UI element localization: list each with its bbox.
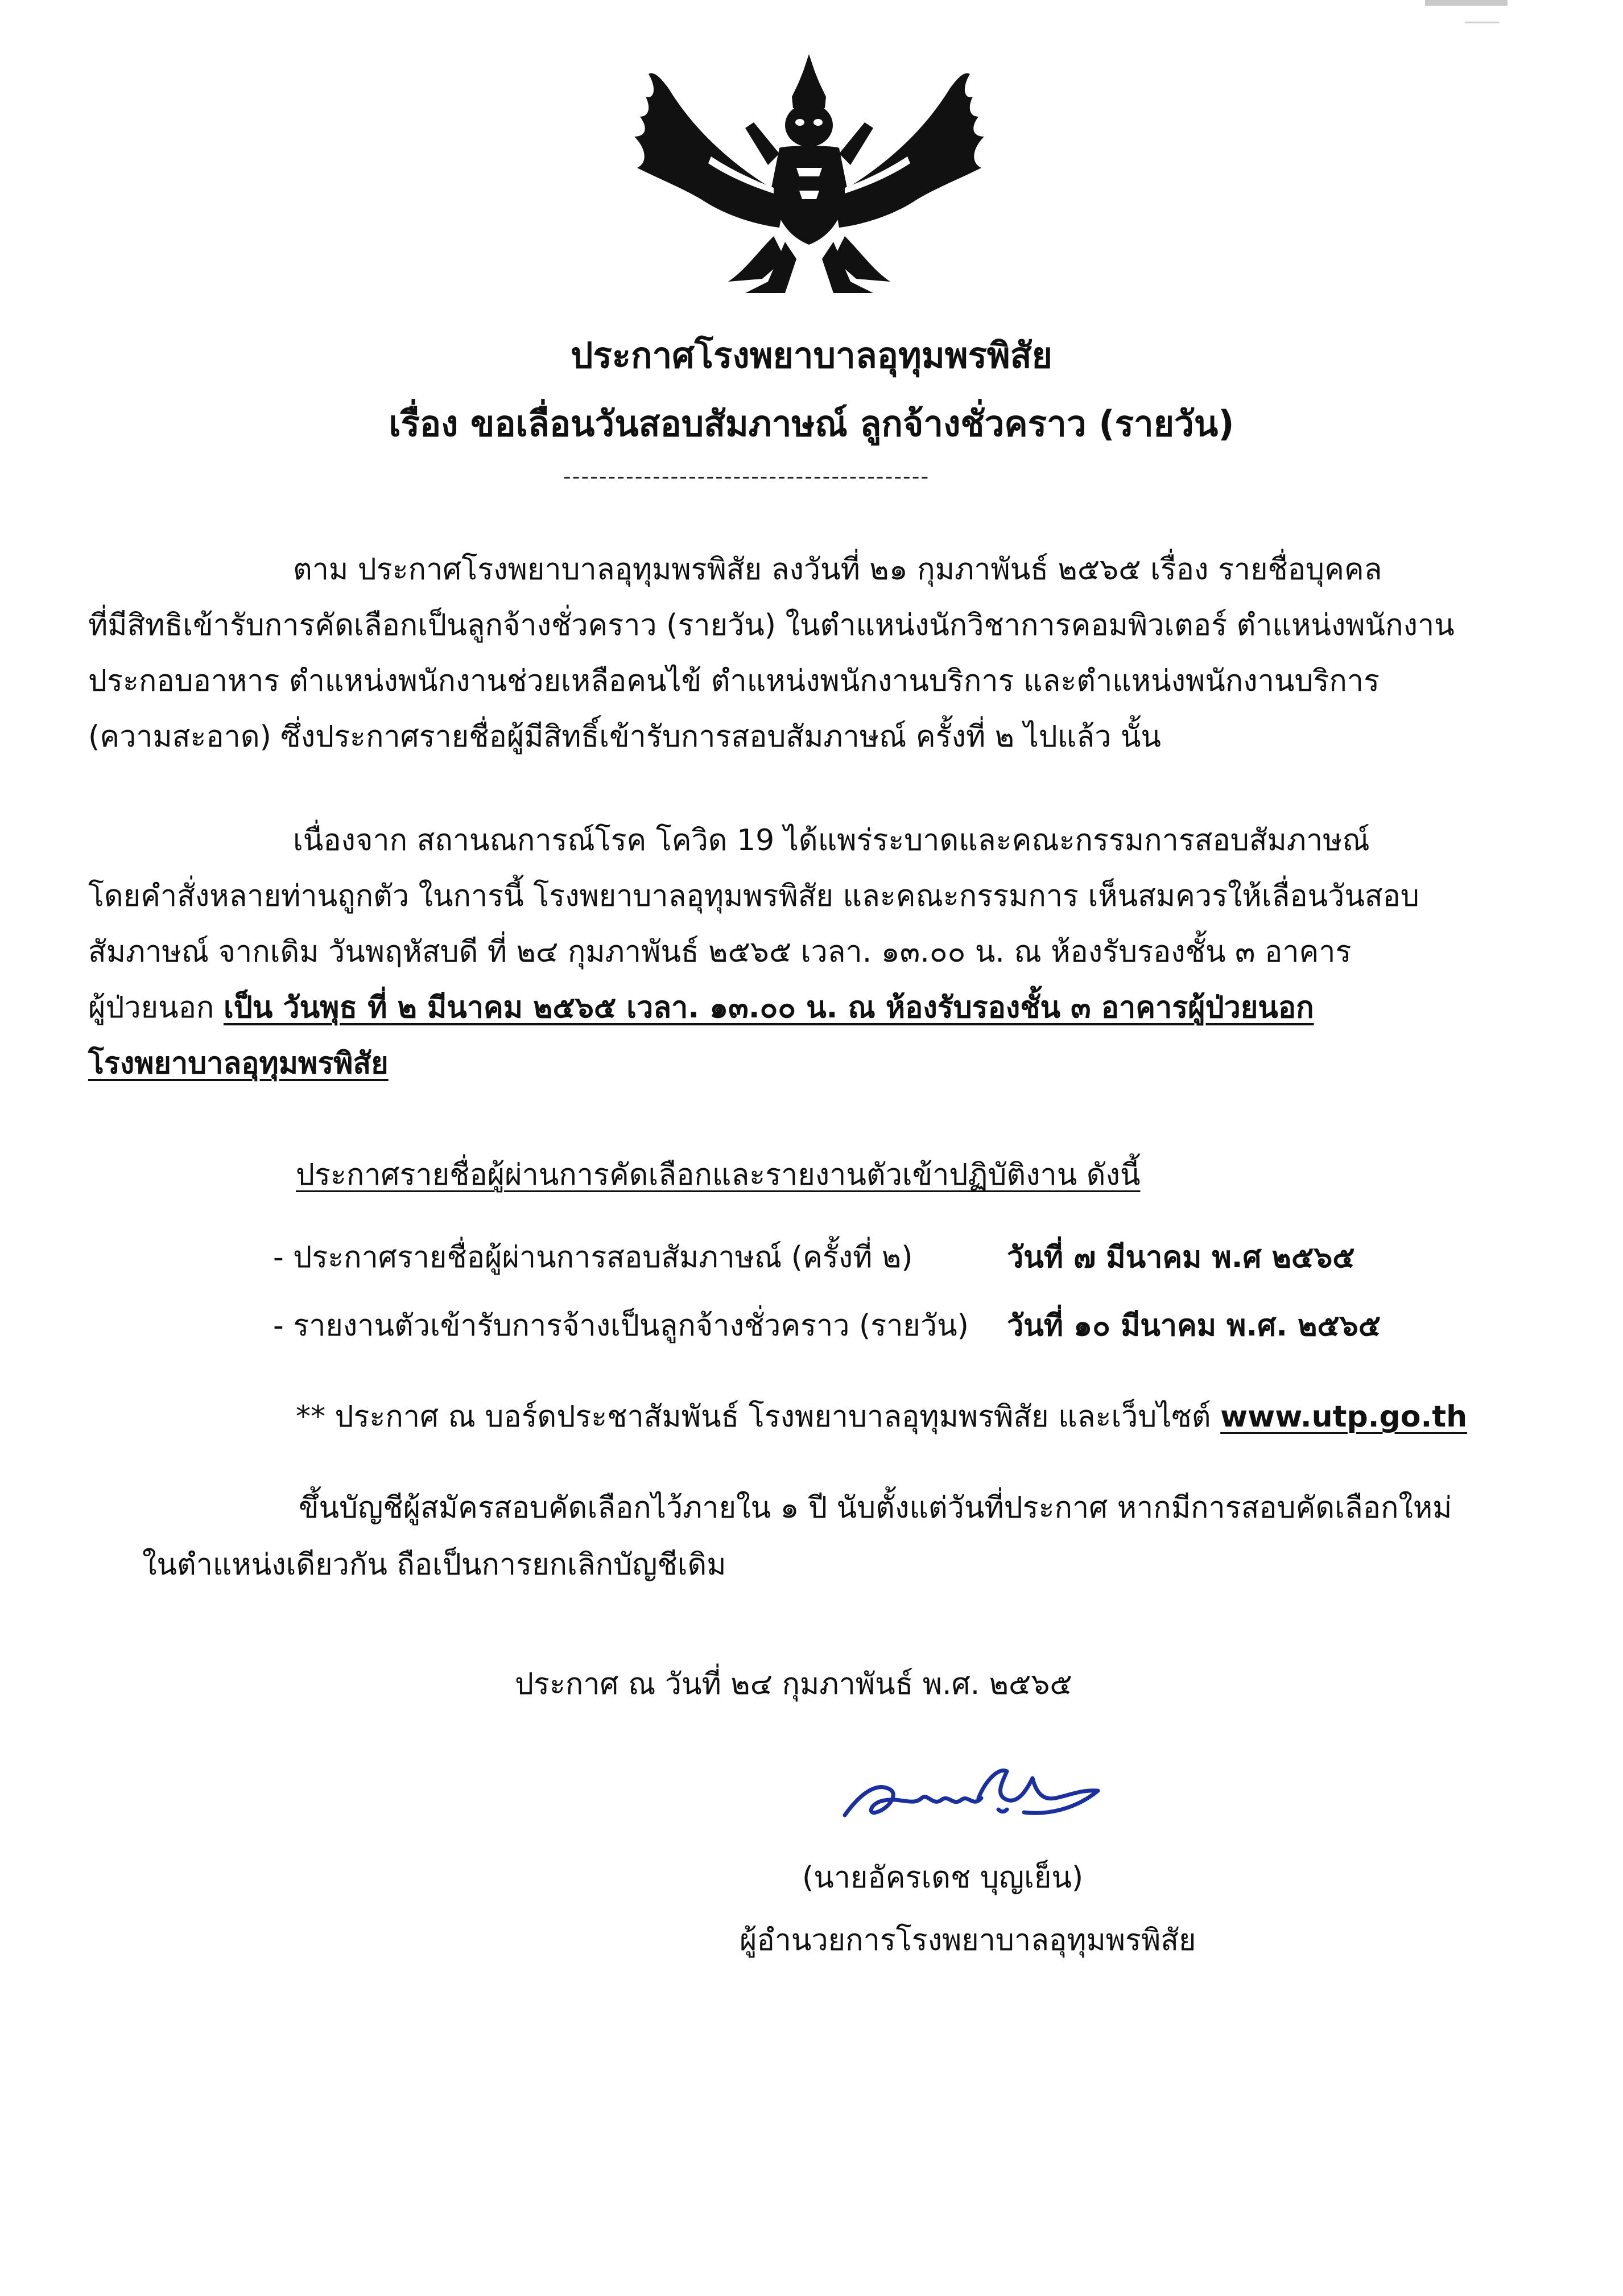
paragraph-line: (ความสะอาด) ซึ่งประกาศรายชื่อผู้มีสิทธิ์เข้ารับการสอบสัมภาษณ์ ครั้งที่ ๒ ไปแล้ว นั้น xyxy=(88,720,1161,754)
schedule-item-date: วันที่ ๑๐ มีนาคม พ.ศ. ๒๕๖๕ xyxy=(1007,1309,1381,1343)
paragraph-line xyxy=(88,980,1533,1036)
new-interview-date: เป็น วันพุธ ที่ ๒ มีนาคม ๒๕๖๕ เวลา. ๑๓.๐๐ น. ณ ห้องรับรองชั้น ๓ อาคารผู้ป่วยนอก xyxy=(223,991,1314,1025)
announcement-subject: เรื่อง ขอเลื่อนวันสอบสัมภาษณ์ ลูกจ้างชั่วคราว (รายวัน) xyxy=(389,403,1234,444)
signature-image xyxy=(836,1755,1109,1835)
garuda-emblem-icon xyxy=(614,54,1004,299)
schedule-heading: ประกาศรายชื่อผู้ผ่านการคัดเลือกและรายงานตัวเข้าปฏิบัติงาน ดังนี้ xyxy=(296,1158,1141,1192)
schedule-item-date: วันที่ ๗ มีนาคม พ.ศ ๒๕๖๕ xyxy=(1007,1240,1355,1275)
website-link[interactable]: www.utp.go.th xyxy=(1220,1400,1468,1434)
signatory-name: (นายอัครเดช บุญเย็น) xyxy=(802,1861,1084,1895)
schedule-item xyxy=(273,1303,1381,1349)
notice-text: ** ประกาศ ณ บอร์ดประชาสัมพันธ์ โรงพยาบาลอุทุมพรพิสัย และเว็บไซต์ xyxy=(296,1400,1221,1434)
hospital-name-underlined: โรงพยาบาลอุทุมพรพิสัย xyxy=(88,1046,389,1081)
notice-line xyxy=(296,1394,1467,1440)
schedule-item xyxy=(273,1235,1355,1280)
body-paragraph-1 xyxy=(88,542,1533,765)
paragraph-line: สัมภาษณ์ จากเดิม วันพฤหัสบดี ที่ ๒๔ กุมภาพันธ์ ๒๕๖๕ เวลา. ๑๓.๐๐ น. ณ ห้องรับรองชั้น ๓ อาคาร xyxy=(88,935,1352,969)
announcement-title: ประกาศโรงพยาบาลอุทุมพรพิสัย xyxy=(571,335,1052,376)
schedule-item-label: - ประกาศรายชื่อผู้ผ่านการสอบสัมภาษณ์ (ครั้งที่ ๒) xyxy=(273,1240,913,1275)
paragraph-line: ประกอบอาหาร ตำแหน่งพนักงานช่วยเหลือคนไข้ ตำแหน่งพนักงานบริการ และตำแหน่งพนักงานบริการ xyxy=(88,664,1380,698)
paragraph-line: ขึ้นบัญชีผู้สมัครสอบคัดเลือกไว้ภายใน ๑ ปี นับตั้งแต่วันที่ประกาศ หากมีการสอบคัดเลือกใหม่ xyxy=(299,1491,1452,1525)
paragraph-line-prefix: ผู้ป่วยนอก xyxy=(88,991,224,1025)
paragraph-line: ที่มีสิทธิเข้ารับการคัดเลือกเป็นลูกจ้างชั่วคราว (รายวัน) ในตำแหน่งนักวิชาการคอมพิวเตอร์ ตำแหน่งพนักงาน xyxy=(88,608,1455,642)
paragraph-line: เนื่องจาก สถานณการณ์โรค โควิด 19 ได้แพร่ระบาดและคณะกรรมการสอบสัมภาษณ์ xyxy=(293,823,1370,858)
scan-artifact xyxy=(1465,22,1499,23)
body-paragraph-3 xyxy=(142,1479,1553,1593)
paragraph-line xyxy=(88,1036,1533,1091)
scan-artifact xyxy=(1425,0,1508,6)
paragraph-line: ในตำแหน่งเดียวกัน ถือเป็นการยกเลิกบัญชีเดิม xyxy=(142,1548,726,1582)
announce-date: ประกาศ ณ วันที่ ๒๔ กุมภาพันธ์ พ.ศ. ๒๕๖๕ xyxy=(515,1667,1072,1701)
signatory-position: ผู้อำนวยการโรงพยาบาลอุทุมพรพิสัย xyxy=(740,1923,1196,1957)
title-separator: ----------------------------------------- xyxy=(563,464,930,487)
paragraph-line: ตาม ประกาศโรงพยาบาลอุทุมพรพิสัย ลงวันที่ ๒๑ กุมภาพันธ์ ๒๕๖๕ เรื่อง รายชื่อบุคคล xyxy=(293,553,1382,587)
schedule-item-label: - รายงานตัวเข้ารับการจ้างเป็นลูกจ้างชั่วคราว (รายวัน) xyxy=(273,1309,969,1343)
paragraph-line: โดยคำสั่งหลายท่านถูกตัว ในการนี้ โรงพยาบาลอุทุมพรพิสัย และคณะกรรมการ เห็นสมควรให้เลื่อนวันสอบ xyxy=(88,879,1419,913)
body-paragraph-2 xyxy=(88,813,1533,1091)
